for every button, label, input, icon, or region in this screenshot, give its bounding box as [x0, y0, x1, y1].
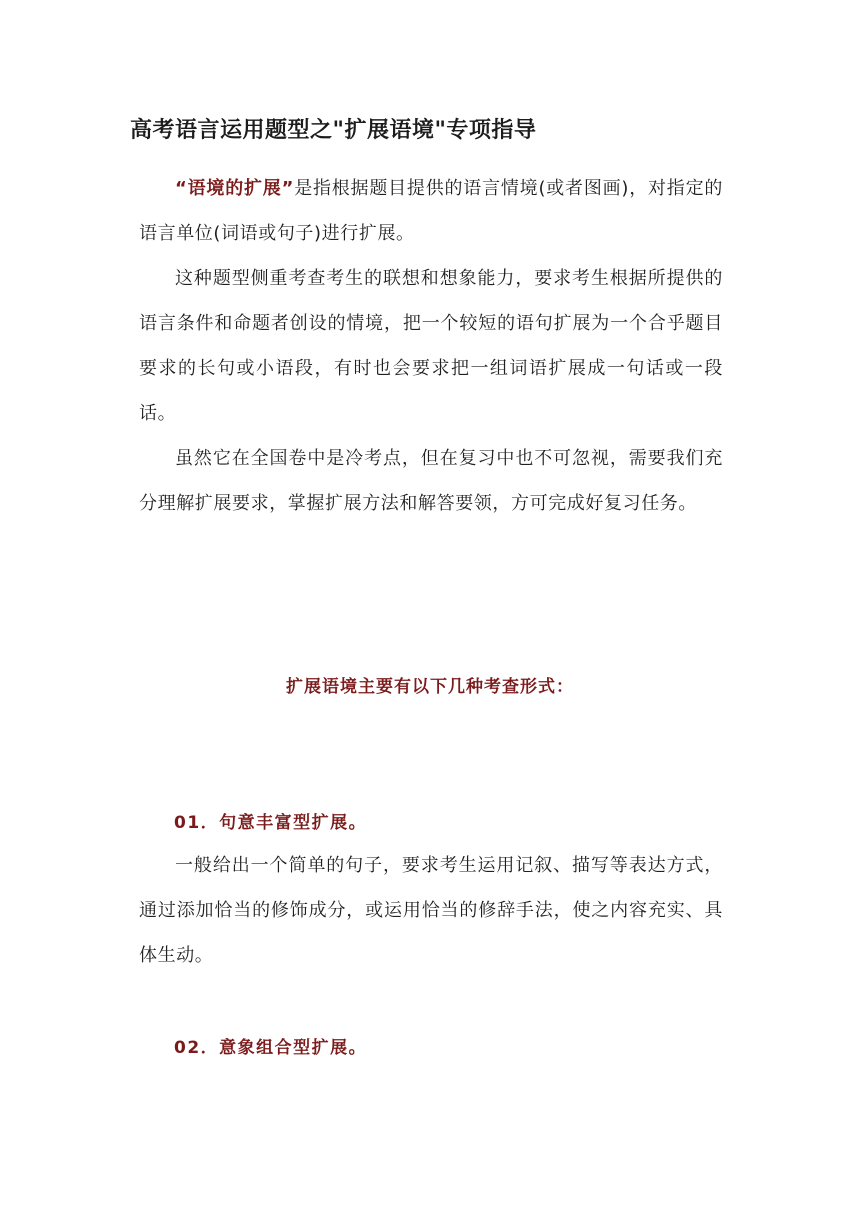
page-title: 高考语言运用题型之"扩展语境"专项指导 — [130, 118, 537, 143]
paragraph-advice: 虽然它在全国卷中是冷考点，但在复习中也不可忽视，需要我们充分理解扩展要求，掌握扩展方法和解答要领，方可完成好复习任务。 — [139, 448, 723, 514]
type-text-01: 一般给出一个简单的句子，要求考生运用记叙、描写等表达方式，通过添加恰当的修饰成分，或运用恰当的修辞手法，使之内容充实、具体生动。 — [139, 855, 723, 966]
intro-term: “语境的扩展” — [175, 178, 294, 199]
type-heading-02: 02．意象组合型扩展。 — [174, 1038, 368, 1058]
section-heading: 扩展语境主要有以下几种考查形式： — [286, 677, 574, 697]
type-heading-01: 01．句意丰富型扩展。 — [174, 813, 368, 833]
intro-definition: 是指根据题目提供的语言情境(或者图画)，对指定的语言单位(词语或句子)进行扩展。 — [139, 178, 723, 244]
intro-paragraph — [139, 166, 723, 256]
paragraph-description: 这种题型侧重考查考生的联想和想象能力，要求考生根据所提供的语言条件和命题者创设的情境，把一个较短的语句扩展为一个合乎题目要求的长句或小语段，有时也会要求把一组词语扩展成一句话或一段话。 — [139, 268, 723, 424]
